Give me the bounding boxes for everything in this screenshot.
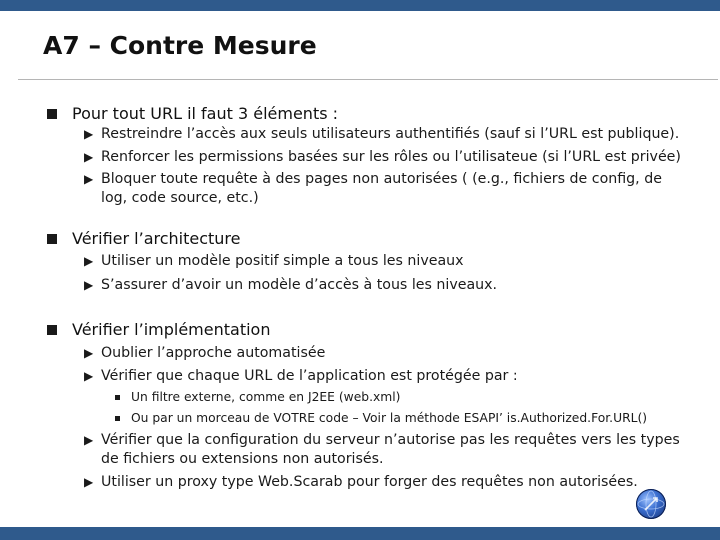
slide-title: A7 – Contre Mesure — [43, 31, 317, 60]
small-square-bullet-icon — [115, 395, 120, 400]
square-bullet-icon — [47, 109, 57, 119]
arrow-bullet-icon: ▶ — [84, 369, 94, 383]
arrow-bullet-icon: ▶ — [84, 127, 94, 141]
arrow-bullet-icon: ▶ — [84, 254, 94, 268]
globe-logo-icon — [636, 489, 666, 519]
arrow-bullet-icon: ▶ — [84, 346, 94, 360]
arrow-bullet-icon: ▶ — [84, 475, 94, 489]
arrow-bullet-icon: ▶ — [84, 278, 94, 292]
bottom-accent-bar — [0, 527, 720, 540]
slide-body: Pour tout URL il faut 3 éléments : ▶ Restreindre l’accès aux seuls utilisateurs authentifiés (sauf si l’URL est publique). ▶ Renforcer les permissions basées sur les rôles ou l’utilisateue (si l’URL est privée) ▶ Bloquer toute requête à des pages non autorisées ( (e.g., fichiers de config, de log, code source, etc.) Vérifier l’architecture ▶ Utiliser un modèle positif simple a tous les niveaux ▶ S’assurer d’avoir un modèle d’accès à tous les niveaux. Vérifier l’implémentation ▶ Oublier l’approche automatisée ▶ Vérifier que chaque URL de l’application est protégée par : Un filtre externe, comme en J2EE (web.xml) Ou par un morceau de VOTRE code – Voir la méthode ESAPI’ is.Authorized.For.URL() ▶ Vérifier que la configuration du serveur n’autorise pas les requêtes vers les types de fichiers ou extensions non autorisés. ▶ Utiliser un proxy type Web.Scarab pour forger des requêtes non autorisées. — [0, 0, 720, 540]
square-bullet-icon — [47, 234, 57, 244]
square-bullet-icon — [47, 325, 57, 335]
small-square-bullet-icon — [115, 416, 120, 421]
arrow-bullet-icon: ▶ — [84, 172, 94, 186]
arrow-bullet-icon: ▶ — [84, 433, 94, 447]
arrow-bullet-icon: ▶ — [84, 150, 94, 164]
